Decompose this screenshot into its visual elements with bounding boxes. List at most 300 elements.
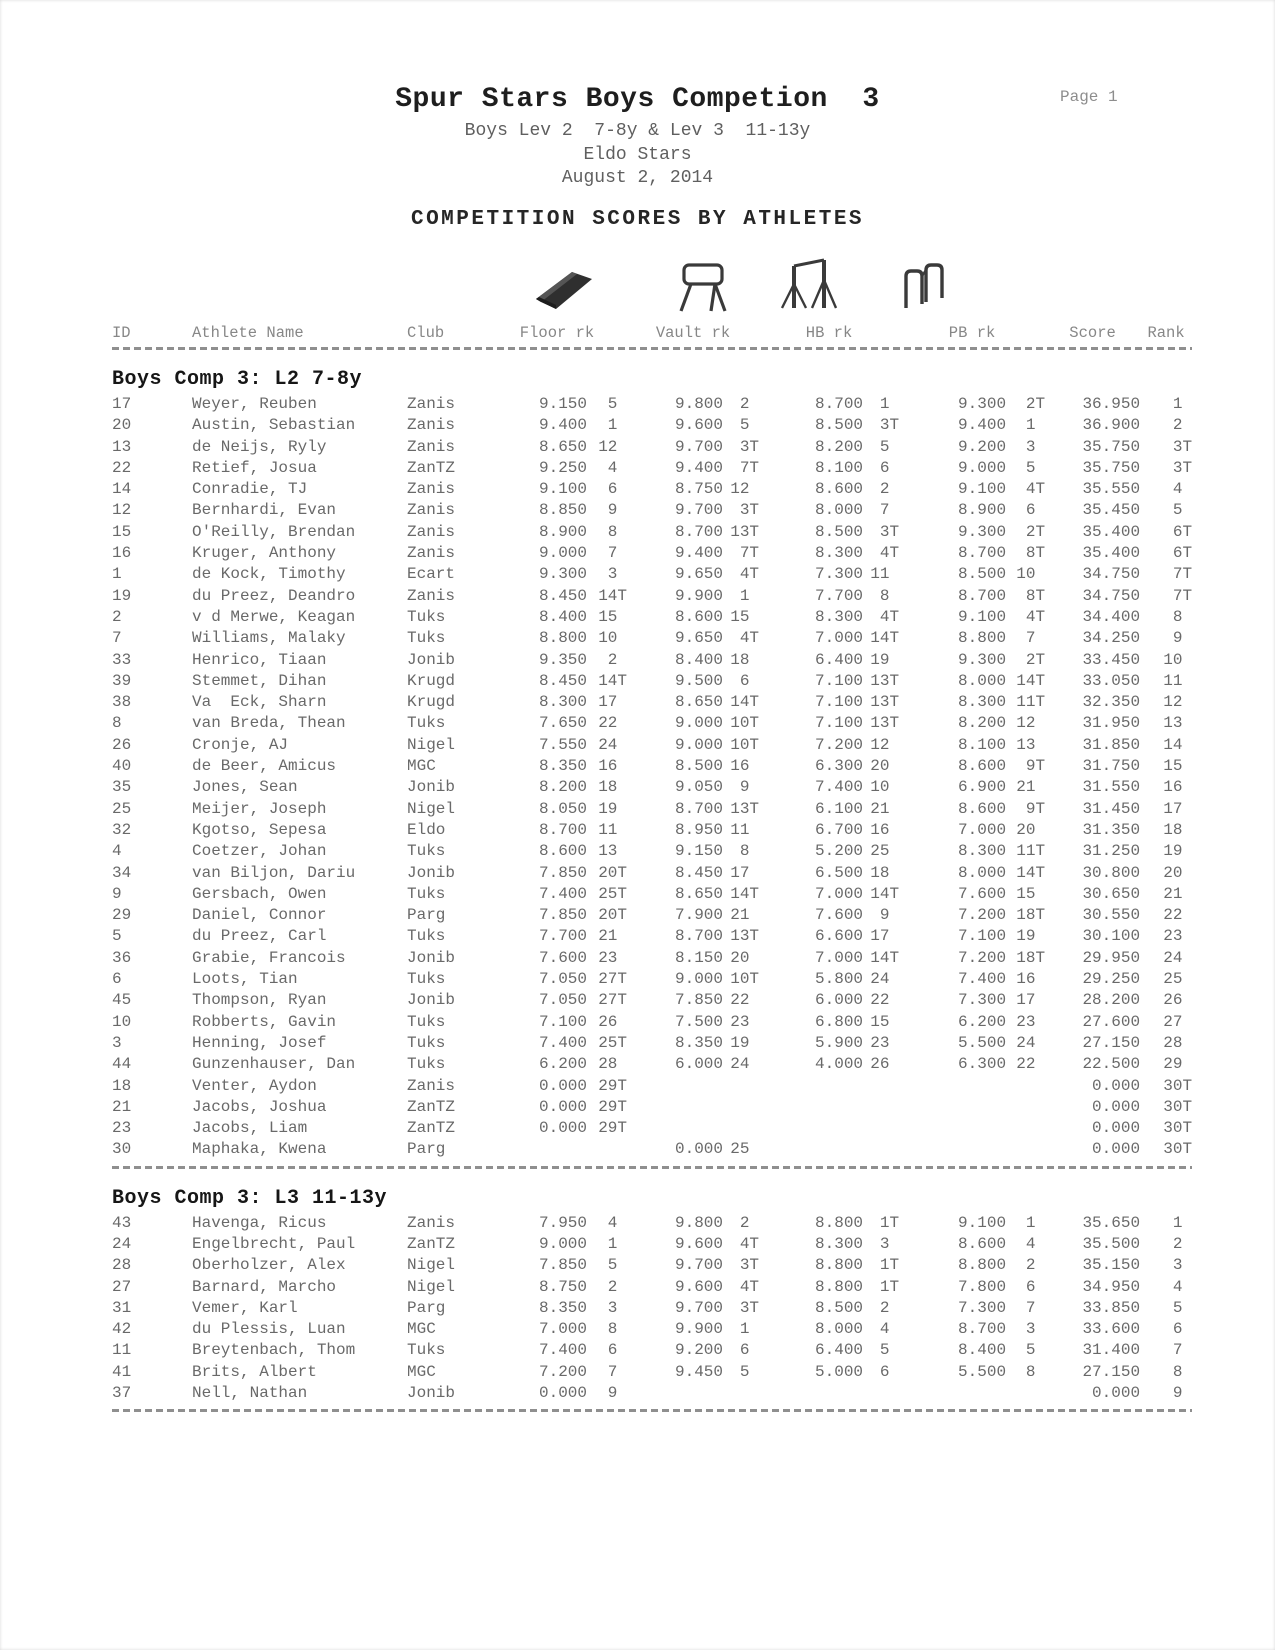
overall-rank-cell: 12: [1163, 693, 1193, 712]
col-header-vault: Vault rk: [655, 324, 731, 342]
overall-rank-cell: 7T: [1163, 586, 1193, 605]
total-score-cell: 29.950: [1082, 948, 1141, 967]
overall-rank-cell: 6T: [1163, 544, 1193, 563]
floor-rank-cell: 13: [598, 842, 628, 861]
overall-rank-cell: 14: [1163, 735, 1193, 754]
vault-rank-cell: 4T: [730, 1234, 760, 1253]
hb-rank-cell: 18: [870, 863, 900, 882]
id-cell: 18: [112, 1076, 132, 1095]
vault-rank-cell: 2: [730, 1213, 760, 1232]
athlete-name-cell: Meijer, Joseph: [192, 799, 327, 818]
pb-score-cell: [899, 1118, 1006, 1139]
vault-score-cell: 9.800: [675, 1213, 724, 1232]
vault-score-cell: 9.150: [675, 842, 724, 861]
hb-rank-cell: 23: [870, 1033, 900, 1052]
floor-score-cell: 8.600: [538, 842, 587, 861]
hb-score-cell: 6.000: [815, 991, 864, 1010]
id-cell: 31: [112, 1298, 132, 1317]
floor-score-cell: 8.300: [538, 693, 587, 712]
pb-score-cell: 9.200: [958, 437, 1007, 456]
athlete-row: [112, 756, 1192, 777]
id-cell: 34: [112, 863, 132, 882]
floor-score-cell: 7.050: [538, 970, 587, 989]
floor-score-cell: 8.400: [538, 607, 587, 626]
floor-rank-cell: 29T: [598, 1076, 628, 1095]
total-score-cell: 30.550: [1082, 906, 1141, 925]
club-cell: Krugd: [407, 671, 456, 690]
id-cell: 30: [112, 1140, 132, 1159]
vault-score-cell: 8.600: [675, 607, 724, 626]
vault-score-cell: 9.700: [675, 437, 724, 456]
hb-rank-cell: 11: [870, 565, 900, 584]
hb-score-cell: 7.200: [815, 735, 864, 754]
vault-score-cell: [627, 1076, 723, 1097]
vault-rank-cell: 3T: [730, 437, 760, 456]
total-score-cell: 35.750: [1082, 437, 1141, 456]
col-header-pb: PB rk: [948, 324, 996, 342]
athlete-name-cell: Thompson, Ryan: [192, 991, 327, 1010]
floor-rank-cell: 29T: [598, 1119, 628, 1138]
vault-score-cell: 9.450: [675, 1362, 724, 1381]
club-cell: Zanis: [407, 437, 456, 456]
total-score-cell: 36.900: [1082, 416, 1141, 435]
pb-score-cell: [899, 1076, 1006, 1097]
floor-rank-cell: 7: [598, 1362, 628, 1381]
pb-score-cell: 9.100: [958, 1213, 1007, 1232]
hb-score-cell: 5.000: [815, 1362, 864, 1381]
overall-rank-cell: 23: [1163, 927, 1193, 946]
hb-rank-cell: [863, 1139, 899, 1160]
id-cell: 32: [112, 820, 132, 839]
pb-score-cell: 8.600: [958, 1234, 1007, 1253]
hb-rank-cell: 26: [870, 1055, 900, 1074]
pb-score-cell: 7.000: [958, 820, 1007, 839]
floor-score-cell: 0.000: [538, 1097, 587, 1116]
pb-score-cell: 8.700: [958, 586, 1007, 605]
pb-rank-cell: 10: [1016, 565, 1046, 584]
athlete-row: [112, 884, 1192, 905]
athlete-row: [112, 1097, 1192, 1118]
floor-rank-cell: 1: [598, 1234, 628, 1253]
hb-score-cell: 6.800: [815, 1012, 864, 1031]
hb-rank-cell: 14T: [870, 629, 900, 648]
hb-rank-cell: 1T: [870, 1256, 900, 1275]
athlete-name-cell: Gunzenhauser, Dan: [192, 1055, 356, 1074]
floor-score-cell: 7.050: [538, 991, 587, 1010]
floor-score-cell: 9.400: [538, 416, 587, 435]
club-cell: Tuks: [407, 970, 446, 989]
floor-rank-cell: 5: [598, 1256, 628, 1275]
overall-rank-cell: 8: [1163, 1362, 1193, 1381]
vault-score-cell: 8.650: [675, 693, 724, 712]
hb-rank-cell: 22: [870, 991, 900, 1010]
total-score-cell: 34.750: [1082, 586, 1141, 605]
athlete-row: [112, 1139, 1192, 1160]
floor-score-cell: 7.650: [538, 714, 587, 733]
vault-rank-cell: 8: [730, 842, 760, 861]
floor-score-cell: 8.900: [538, 522, 587, 541]
vault-score-cell: 9.700: [675, 1298, 724, 1317]
hb-rank-cell: 15: [870, 1012, 900, 1031]
vault-rank-cell: [723, 1097, 759, 1118]
hb-rank-cell: 14T: [870, 884, 900, 903]
total-score-cell: 34.250: [1082, 629, 1141, 648]
id-cell: 27: [112, 1277, 132, 1296]
scores-table: [112, 316, 1192, 1417]
floor-score-cell: 8.350: [538, 1298, 587, 1317]
total-score-cell: 34.400: [1082, 607, 1141, 626]
id-cell: 36: [112, 948, 132, 967]
total-score-cell: 35.450: [1082, 501, 1141, 520]
overall-rank-cell: 13: [1163, 714, 1193, 733]
floor-rank-cell: 27T: [598, 991, 628, 1010]
club-cell: Tuks: [407, 1055, 446, 1074]
floor-score-cell: 7.700: [538, 927, 587, 946]
floor-rank-cell: 4: [598, 1213, 628, 1232]
vault-score-cell: 7.850: [675, 991, 724, 1010]
overall-rank-cell: 6: [1163, 1320, 1193, 1339]
floor-rank-cell: 6: [598, 480, 628, 499]
overall-rank-cell: 3T: [1163, 458, 1193, 477]
col-header-hb: HB rk: [805, 324, 853, 342]
hb-rank-cell: 19: [870, 650, 900, 669]
hb-score-cell: 7.400: [815, 778, 864, 797]
pb-score-cell: 8.300: [958, 693, 1007, 712]
hb-score-cell: 6.700: [815, 820, 864, 839]
vault-score-cell: 9.600: [675, 1277, 724, 1296]
pb-rank-cell: 2T: [1016, 522, 1046, 541]
pb-score-cell: 8.800: [958, 1256, 1007, 1275]
athlete-name-cell: Austin, Sebastian: [192, 416, 356, 435]
floor-score-cell: 9.000: [538, 1234, 587, 1253]
pb-rank-cell: 2T: [1016, 650, 1046, 669]
athlete-name-cell: Daniel, Connor: [192, 906, 327, 925]
vault-rank-cell: 4T: [730, 565, 760, 584]
vault-table-icon: [674, 262, 732, 314]
hb-score-cell: 7.300: [815, 565, 864, 584]
overall-rank-cell: 11: [1163, 671, 1193, 690]
dashed-line: [112, 347, 1192, 350]
vault-score-cell: [627, 1383, 723, 1404]
pb-score-cell: 8.800: [958, 629, 1007, 648]
hb-score-cell: 6.500: [815, 863, 864, 882]
hb-rank-cell: [863, 1076, 899, 1097]
overall-rank-cell: 5: [1163, 1298, 1193, 1317]
club-cell: MGC: [407, 1320, 436, 1339]
overall-rank-cell: 2: [1163, 1234, 1193, 1253]
hb-score-cell: 8.800: [815, 1213, 864, 1232]
hb-score-cell: 6.300: [815, 757, 864, 776]
floor-rank-cell: 25T: [598, 884, 628, 903]
pb-rank-cell: [1006, 1076, 1045, 1097]
club-cell: ZanTZ: [407, 458, 456, 477]
floor-rank-cell: 23: [598, 948, 628, 967]
vault-rank-cell: [723, 1383, 759, 1404]
club-cell: Tuks: [407, 927, 446, 946]
total-score-cell: 34.750: [1082, 565, 1141, 584]
vault-rank-cell: 10T: [730, 714, 760, 733]
floor-rank-cell: 3: [598, 1298, 628, 1317]
pb-score-cell: 7.300: [958, 991, 1007, 1010]
pb-rank-cell: 18T: [1016, 906, 1046, 925]
pb-score-cell: 8.200: [958, 714, 1007, 733]
id-cell: 21: [112, 1097, 132, 1116]
total-score-cell: 33.850: [1082, 1298, 1141, 1317]
pb-score-cell: 8.700: [958, 1320, 1007, 1339]
id-cell: 14: [112, 480, 132, 499]
hb-score-cell: 8.000: [815, 1320, 864, 1339]
overall-rank-cell: 25: [1163, 970, 1193, 989]
club-cell: Jonib: [407, 948, 456, 967]
vault-rank-cell: 3T: [730, 1256, 760, 1275]
vault-score-cell: 9.600: [675, 416, 724, 435]
club-cell: Nigel: [407, 735, 456, 754]
vault-rank-cell: 3T: [730, 501, 760, 520]
vault-score-cell: [627, 1118, 723, 1139]
floor-rank-cell: 5: [598, 395, 628, 413]
athlete-row: [112, 926, 1192, 947]
pb-rank-cell: 7: [1016, 1298, 1046, 1317]
hb-rank-cell: 3: [870, 1234, 900, 1253]
pb-score-cell: 8.900: [958, 501, 1007, 520]
hb-score-cell: 7.600: [815, 906, 864, 925]
athlete-name-cell: de Kock, Timothy: [192, 565, 346, 584]
floor-rank-cell: 28: [598, 1055, 628, 1074]
hb-rank-cell: 5: [870, 437, 900, 456]
hb-score-cell: 7.100: [815, 714, 864, 733]
overall-rank-cell: 1: [1163, 1213, 1193, 1232]
hb-score-cell: 8.800: [815, 1256, 864, 1275]
floor-rank-cell: 19: [598, 799, 628, 818]
vault-rank-cell: 21: [730, 906, 760, 925]
pb-rank-cell: 14T: [1016, 671, 1046, 690]
id-cell: 25: [112, 799, 132, 818]
athlete-name-cell: Oberholzer, Alex: [192, 1256, 346, 1275]
floor-score-cell: 7.850: [538, 1256, 587, 1275]
pb-rank-cell: 8: [1016, 1362, 1046, 1381]
vault-rank-cell: 5: [730, 1362, 760, 1381]
overall-rank-cell: 3: [1163, 1256, 1193, 1275]
club-cell: Tuks: [407, 1341, 446, 1360]
hb-score-cell: 8.300: [815, 607, 864, 626]
athlete-name-cell: Kgotso, Sepesa: [192, 820, 327, 839]
pb-score-cell: 7.800: [958, 1277, 1007, 1296]
overall-rank-cell: 19: [1163, 842, 1193, 861]
overall-rank-cell: 9: [1163, 1384, 1193, 1403]
floor-rank-cell: 6: [598, 1341, 628, 1360]
floor-score-cell: 9.000: [538, 544, 587, 563]
athlete-row: [112, 650, 1192, 671]
overall-rank-cell: 20: [1163, 863, 1193, 882]
floor-rank-cell: 20T: [598, 863, 628, 882]
floor-score-cell: 8.750: [538, 1277, 587, 1296]
total-score-cell: 22.500: [1082, 1055, 1141, 1074]
total-score-cell: 36.950: [1082, 395, 1141, 413]
overall-rank-cell: 1: [1163, 395, 1193, 413]
id-cell: 24: [112, 1234, 132, 1253]
id-cell: 42: [112, 1320, 132, 1339]
floor-rank-cell: 11: [598, 820, 628, 839]
floor-rank-cell: 1: [598, 416, 628, 435]
total-score-cell: 35.400: [1082, 544, 1141, 563]
club-cell: Zanis: [407, 395, 456, 413]
hb-rank-cell: [863, 1097, 899, 1118]
athlete-name-cell: Henrico, Tiaan: [192, 650, 327, 669]
athlete-row: [112, 948, 1192, 969]
athlete-name-cell: van Breda, Thean: [192, 714, 346, 733]
floor-rank-cell: 25T: [598, 1033, 628, 1052]
athlete-name-cell: Venter, Aydon: [192, 1076, 317, 1095]
athlete-name-cell: Conradie, TJ: [192, 480, 308, 499]
hb-score-cell: [759, 1118, 863, 1139]
floor-score-cell: 9.250: [538, 458, 587, 477]
pb-score-cell: 9.100: [958, 480, 1007, 499]
club-cell: Jonib: [407, 863, 456, 882]
athlete-row: [112, 1054, 1192, 1075]
pb-score-cell: 8.700: [958, 544, 1007, 563]
overall-rank-cell: 2: [1163, 416, 1193, 435]
pb-rank-cell: 19: [1016, 927, 1046, 946]
vault-rank-cell: [723, 1076, 759, 1097]
pb-rank-cell: 11T: [1016, 842, 1046, 861]
hb-score-cell: 8.000: [815, 501, 864, 520]
vault-rank-cell: 4T: [730, 1277, 760, 1296]
vault-rank-cell: 4T: [730, 629, 760, 648]
hb-rank-cell: 4: [870, 1320, 900, 1339]
hb-rank-cell: 7: [870, 501, 900, 520]
floor-score-cell: 0.000: [538, 1384, 587, 1403]
total-score-cell: 27.150: [1082, 1362, 1141, 1381]
athlete-name-cell: Bernhardi, Evan: [192, 501, 337, 520]
overall-rank-cell: 15: [1163, 757, 1193, 776]
vault-rank-cell: 22: [730, 991, 760, 1010]
pb-rank-cell: 16: [1016, 970, 1046, 989]
vault-rank-cell: 24: [730, 1055, 760, 1074]
floor-score-cell: 8.700: [538, 820, 587, 839]
scores-table-area: [112, 316, 1192, 1417]
id-cell: 35: [112, 778, 132, 797]
floor-mat-icon: [530, 268, 598, 314]
athlete-row: [112, 1076, 1192, 1097]
pb-score-cell: 9.300: [958, 395, 1007, 413]
floor-rank-cell: 2: [598, 1277, 628, 1296]
vault-score-cell: 7.500: [675, 1012, 724, 1031]
vault-score-cell: 9.700: [675, 501, 724, 520]
id-cell: 38: [112, 693, 132, 712]
floor-score-cell: 7.200: [538, 1362, 587, 1381]
vault-score-cell: 9.000: [675, 714, 724, 733]
vault-rank-cell: 2: [730, 395, 760, 413]
vault-rank-cell: 12: [730, 480, 760, 499]
overall-rank-cell: 30T: [1163, 1076, 1193, 1095]
floor-rank-cell: 8: [598, 1320, 628, 1339]
pb-rank-cell: 8T: [1016, 586, 1046, 605]
id-cell: 15: [112, 522, 132, 541]
athlete-name-cell: Cronje, AJ: [192, 735, 289, 754]
hb-rank-cell: 12: [870, 735, 900, 754]
vault-score-cell: 8.750: [675, 480, 724, 499]
athlete-row: [112, 777, 1192, 798]
total-score-cell: 31.400: [1082, 1341, 1141, 1360]
pb-rank-cell: 11T: [1016, 693, 1046, 712]
dashed-separator: [112, 1404, 1192, 1417]
hb-rank-cell: 8: [870, 586, 900, 605]
dashed-separator: [112, 1161, 1192, 1174]
floor-rank-cell: 17: [598, 693, 628, 712]
pb-rank-cell: 7: [1016, 629, 1046, 648]
total-score-cell: 35.150: [1082, 1256, 1141, 1275]
hb-rank-cell: 4T: [870, 544, 900, 563]
total-score-cell: 31.950: [1082, 714, 1141, 733]
club-cell: Zanis: [407, 501, 456, 520]
hb-rank-cell: 14T: [870, 948, 900, 967]
pb-rank-cell: 21: [1016, 778, 1046, 797]
athlete-name-cell: du Plessis, Luan: [192, 1320, 346, 1339]
report-title: COMPETITION SCORES BY ATHLETES: [410, 208, 865, 231]
overall-rank-cell: 5: [1163, 501, 1193, 520]
club-cell: Jonib: [407, 1384, 456, 1403]
pb-score-cell: 6.300: [958, 1055, 1007, 1074]
total-score-cell: 35.750: [1082, 458, 1141, 477]
floor-rank-cell: 4: [598, 458, 628, 477]
id-cell: 9: [112, 884, 122, 903]
club-cell: Tuks: [407, 607, 446, 626]
pb-rank-cell: 24: [1016, 1033, 1046, 1052]
athlete-row: [112, 1383, 1192, 1404]
floor-rank-cell: 12: [598, 437, 628, 456]
id-cell: 1: [112, 565, 122, 584]
club-cell: Ecart: [407, 565, 456, 584]
hb-score-cell: 8.500: [815, 522, 864, 541]
total-score-cell: 31.550: [1082, 778, 1141, 797]
pb-rank-cell: 6: [1016, 1277, 1046, 1296]
club-cell: Tuks: [407, 1012, 446, 1031]
hb-score-cell: 6.400: [815, 650, 864, 669]
column-header-row: [112, 316, 1192, 342]
pb-rank-cell: 5: [1016, 458, 1046, 477]
vault-score-cell: 6.000: [675, 1055, 724, 1074]
pb-score-cell: 5.500: [958, 1362, 1007, 1381]
pb-rank-cell: [1006, 1383, 1045, 1404]
hb-rank-cell: 6: [870, 1362, 900, 1381]
athlete-row: [112, 735, 1192, 756]
hb-score-cell: 6.600: [815, 927, 864, 946]
total-score-cell: 27.150: [1082, 1033, 1141, 1052]
club-cell: Tuks: [407, 842, 446, 861]
pb-score-cell: 8.100: [958, 735, 1007, 754]
vault-rank-cell: 5: [730, 416, 760, 435]
floor-rank-cell: 7: [598, 544, 628, 563]
athlete-name-cell: Kruger, Anthony: [192, 544, 337, 563]
athlete-name-cell: du Preez, Deandro: [192, 586, 356, 605]
club-cell: MGC: [407, 757, 436, 776]
overall-rank-cell: 17: [1163, 799, 1193, 818]
pb-rank-cell: 9T: [1016, 799, 1046, 818]
club-cell: Nigel: [407, 1277, 456, 1296]
id-cell: 6: [112, 970, 122, 989]
hb-rank-cell: 17: [870, 927, 900, 946]
pb-score-cell: 7.200: [958, 906, 1007, 925]
vault-score-cell: 9.000: [675, 970, 724, 989]
pb-rank-cell: 6: [1016, 501, 1046, 520]
hb-score-cell: 6.400: [815, 1341, 864, 1360]
id-cell: 40: [112, 757, 132, 776]
vault-score-cell: 9.400: [675, 544, 724, 563]
club-cell: Zanis: [407, 1213, 456, 1232]
pb-score-cell: 9.000: [958, 458, 1007, 477]
id-cell: 44: [112, 1055, 132, 1074]
club-cell: Parg: [407, 906, 446, 925]
